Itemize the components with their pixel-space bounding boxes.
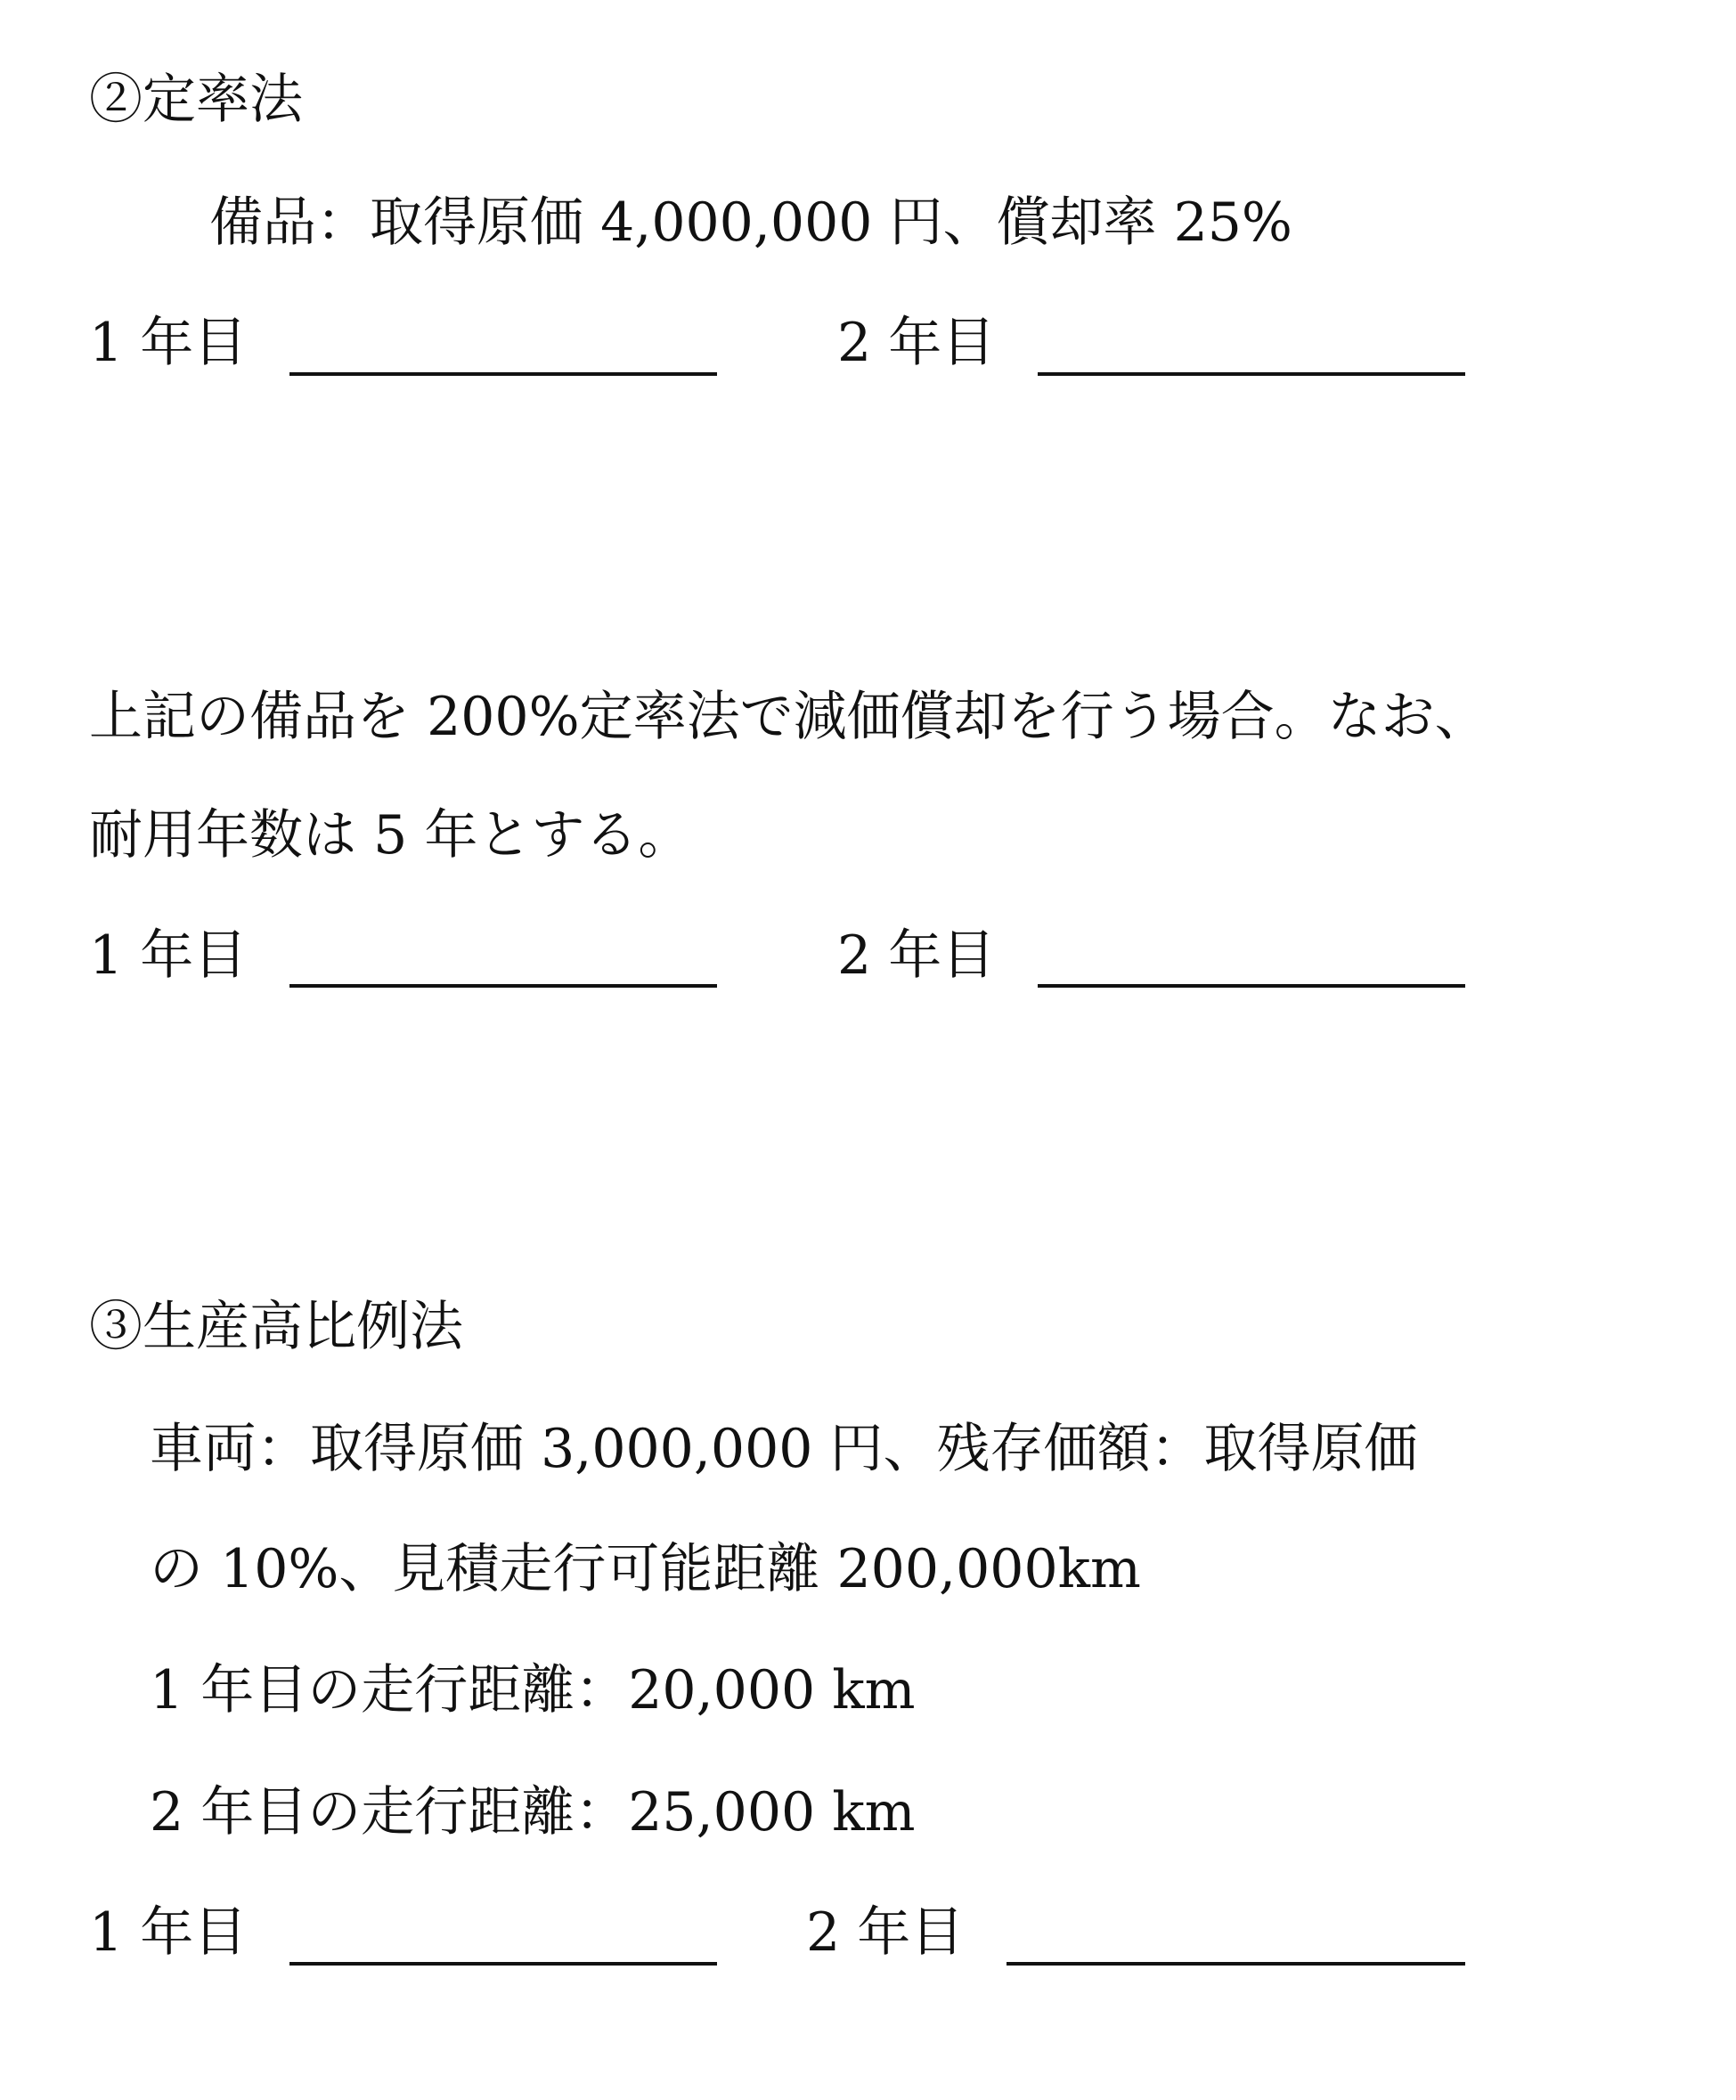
- section3-year1-distance: 1 年目の走行距離：20,000 km: [150, 1659, 916, 1722]
- section2-200-year1-label: 1 年目: [89, 924, 248, 987]
- section3-condition-line1: 車両：取得原価 3,000,000 円、残存価額：取得原価: [150, 1418, 1418, 1480]
- section2-condition: 備品：取得原価 4,000,000 円、償却率 25%: [209, 191, 1292, 254]
- section2-200-year2-label: 2 年目: [837, 924, 996, 987]
- section3-year1-answer-field[interactable]: [289, 1962, 717, 1966]
- section3-year2-label: 2 年目: [806, 1901, 965, 1964]
- section2-year1-answer-field[interactable]: [289, 372, 717, 376]
- section2-year2-answer-field[interactable]: [1038, 372, 1465, 376]
- section3-condition-line2: の 10%、見積走行可能距離 200,000km: [150, 1538, 1141, 1600]
- section2-followup-line1: 上記の備品を 200%定率法で減価償却を行う場合。なお、: [89, 686, 1488, 748]
- section3-year1-label: 1 年目: [89, 1901, 248, 1964]
- section3-heading: ③生産高比例法: [89, 1296, 463, 1358]
- section2-200-year1-answer-field[interactable]: [289, 984, 717, 988]
- section2-year1-label: 1 年目: [89, 312, 248, 374]
- section2-followup-line2: 耐用年数は 5 年とする。: [89, 804, 692, 867]
- section3-year2-distance: 2 年目の走行距離：25,000 km: [150, 1781, 916, 1844]
- section2-heading: ②定率法: [89, 69, 303, 131]
- section2-year2-label: 2 年目: [837, 312, 996, 374]
- section2-200-year2-answer-field[interactable]: [1038, 984, 1465, 988]
- section3-year2-answer-field[interactable]: [1007, 1962, 1465, 1966]
